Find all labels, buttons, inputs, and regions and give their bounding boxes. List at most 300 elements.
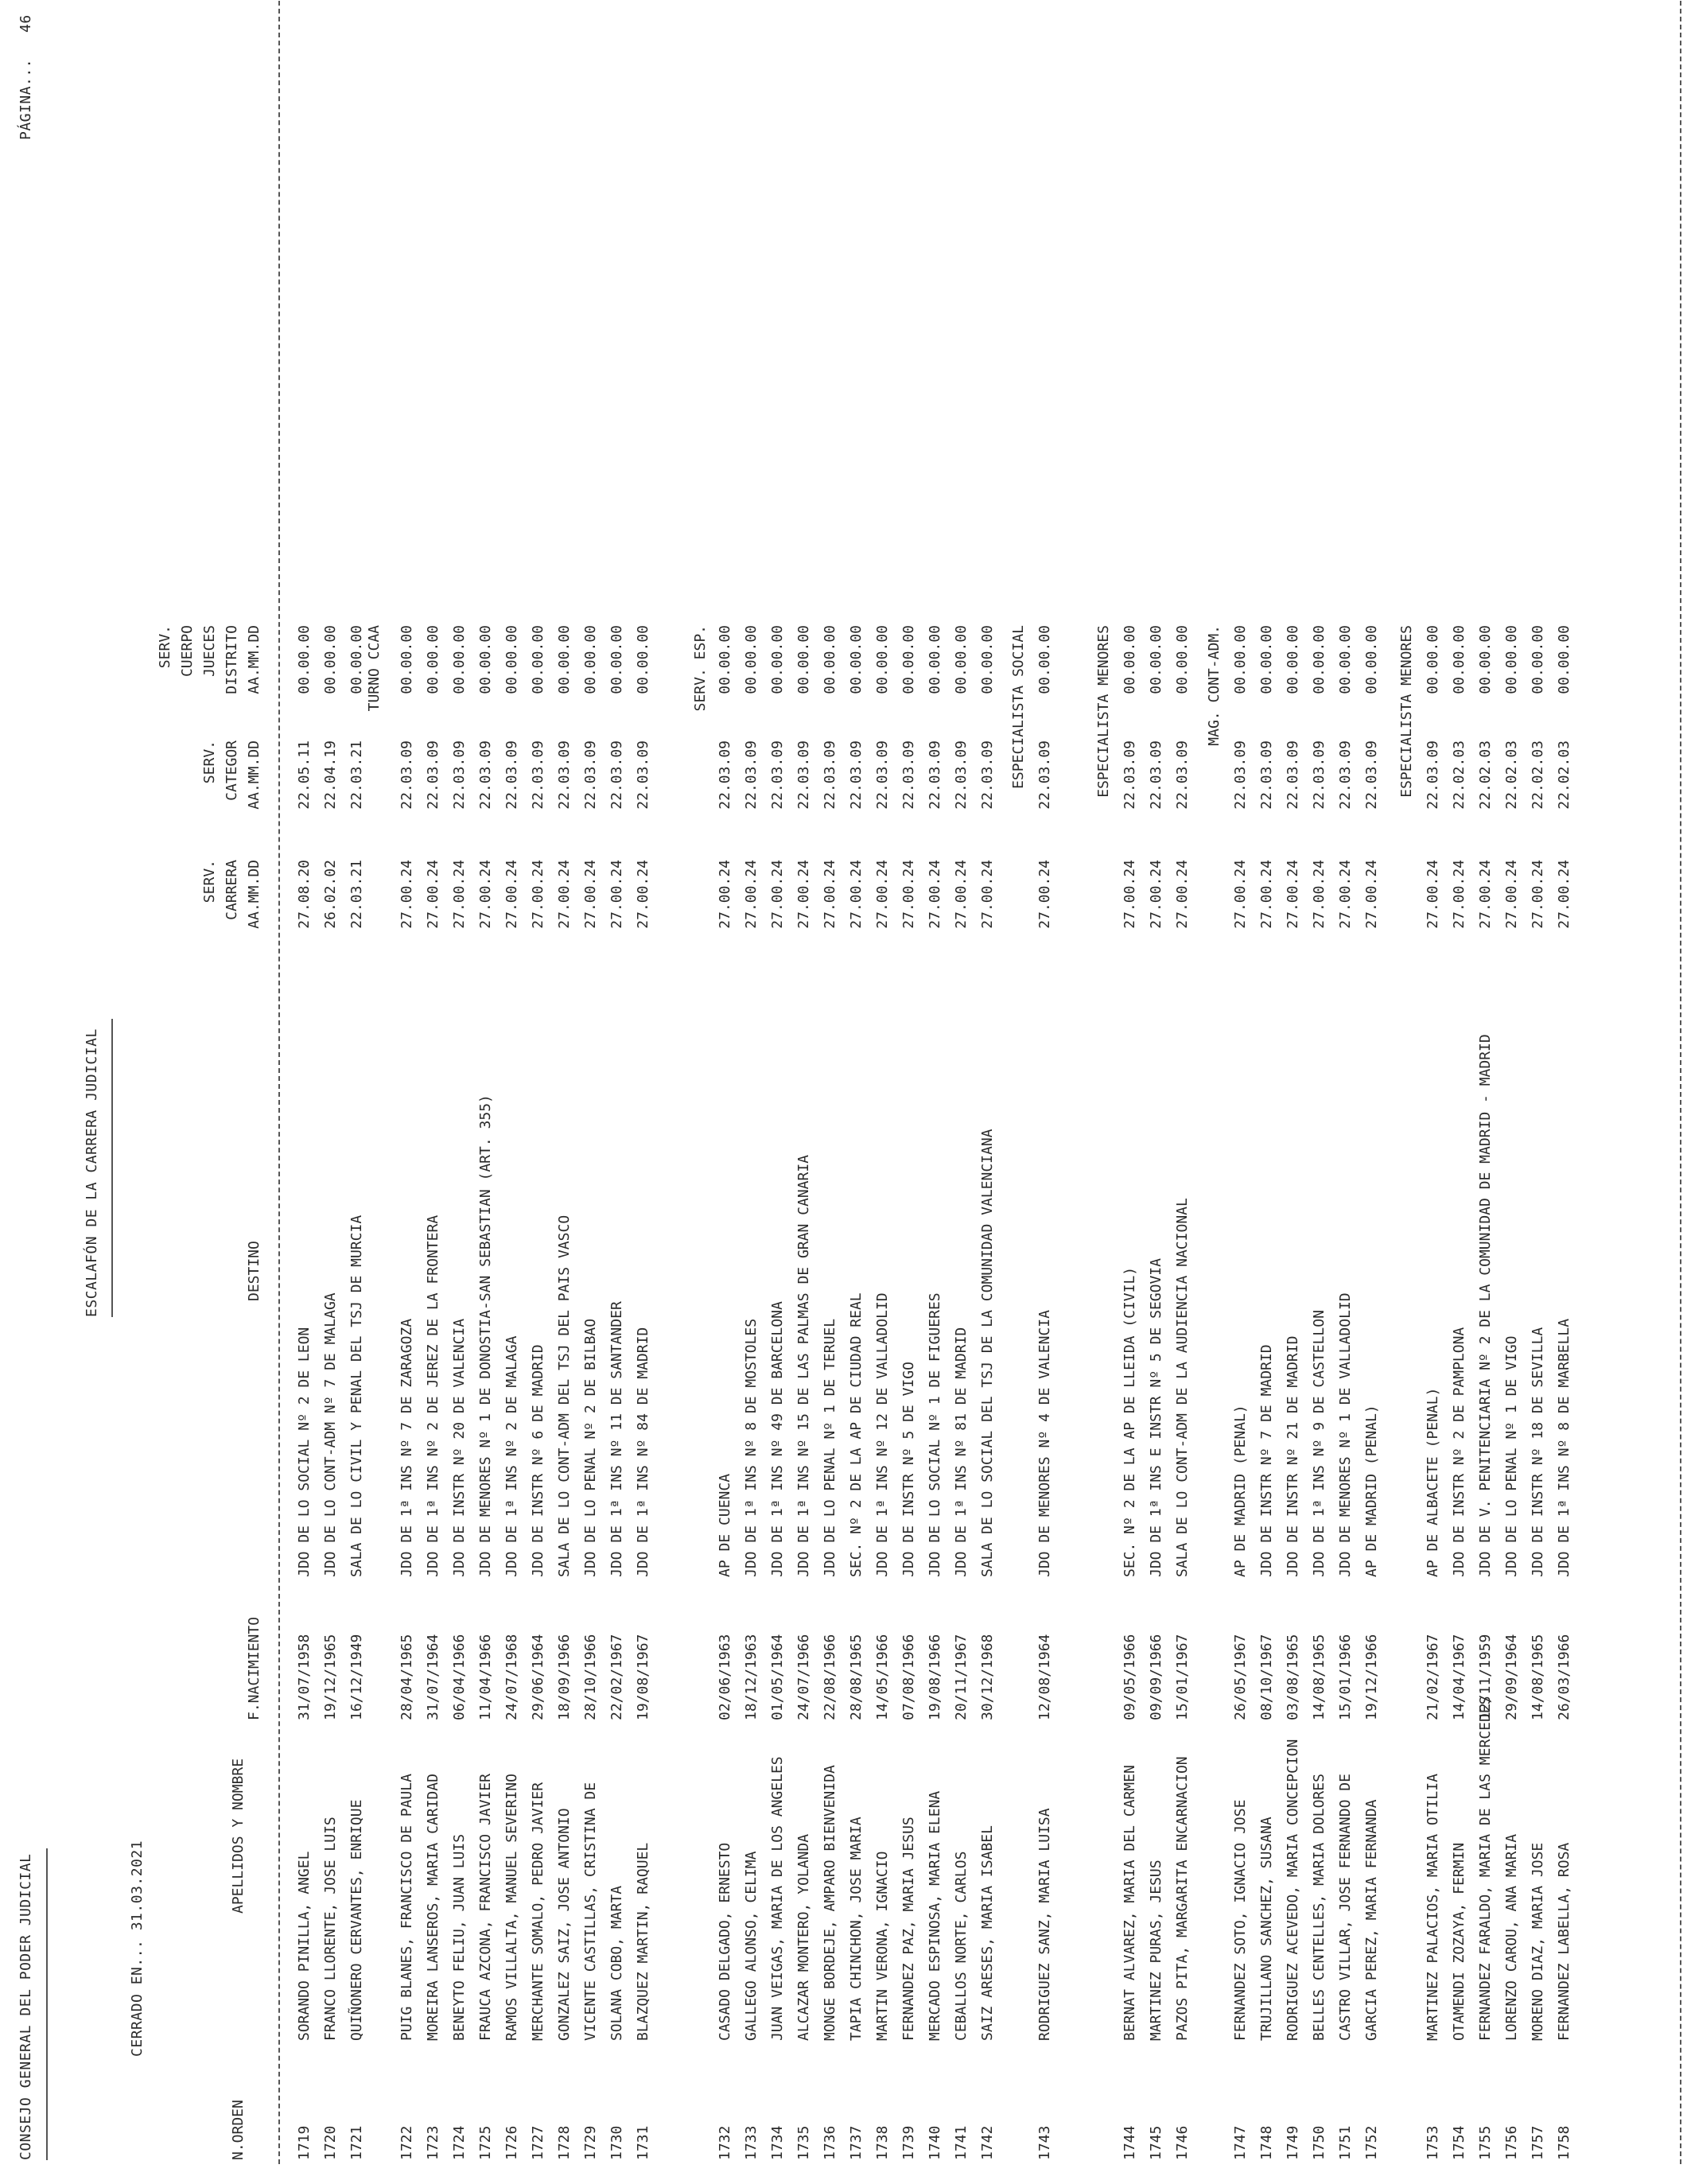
nacimiento-cell: 03/08/1965 <box>1285 1634 1301 1720</box>
carrera-cell: 27.00.24 <box>743 860 760 929</box>
categoria-cell: 22.03.09 <box>1258 740 1275 810</box>
nombre-cell: LORENZO CAROU, ANA MARIA <box>1503 1833 1520 2041</box>
orden-cell: 1754 <box>1451 2125 1467 2160</box>
categoria-cell: 22.03.09 <box>1425 740 1441 810</box>
carrera-cell: 26.02.02 <box>322 860 339 929</box>
nacimiento-cell: 18/09/1966 <box>556 1634 573 1720</box>
nombre-cell: QUIÑONERO CERVANTES, ENRIQUE <box>348 1799 365 2041</box>
distrito-cell: 00.00.00 <box>556 625 573 694</box>
destino-cell: JDO DE 1ª INS Nº 49 DE BARCELONA <box>769 1301 786 1577</box>
orden-cell: 1733 <box>743 2125 760 2160</box>
destino-cell: JDO DE LO PENAL Nº 2 DE BILBAO <box>582 1318 599 1577</box>
distrito-cell: 00.00.00 <box>795 625 812 694</box>
carrera-cell: 27.00.24 <box>556 860 573 929</box>
distrito-cell: 00.00.00 <box>530 625 546 694</box>
distrito-cell: 00.00.00 <box>717 625 733 694</box>
carrera-cell: 27.00.24 <box>979 860 996 929</box>
table-row <box>764 0 791 2184</box>
nombre-cell: BENEYTO FELIU, JUAN LUIS <box>451 1833 468 2041</box>
table-row <box>817 0 843 2184</box>
destino-cell: JDO DE INSTR Nº 21 DE MADRID <box>1285 1335 1301 1577</box>
col-header-distrito-3: JUECES <box>201 625 218 678</box>
orden-cell: 1719 <box>296 2125 313 2160</box>
destino-cell: SALA DE LO CONT-ADM DEL TSJ DEL PAIS VASCO <box>556 1214 573 1577</box>
categoria-cell: 22.03.09 <box>477 740 494 810</box>
nombre-cell: MARTINEZ PALACIOS, MARIA OTILIA <box>1425 1774 1441 2041</box>
categoria-cell: 22.03.09 <box>451 740 468 810</box>
note-turno-ccaa: TURNO CCAA <box>366 625 383 712</box>
distrito-cell: 00.00.00 <box>398 625 415 694</box>
table-row <box>630 0 656 2184</box>
table-row <box>1332 0 1359 2184</box>
orden-cell: 1721 <box>348 2125 365 2160</box>
nombre-cell: GARCIA PEREZ, MARIA FERNANDA <box>1363 1799 1380 2041</box>
col-header-carrera-3: AA.MM.DD <box>246 860 262 929</box>
table-row <box>922 0 948 2184</box>
table-row <box>1254 0 1280 2184</box>
orden-cell: 1724 <box>451 2125 468 2160</box>
categoria-cell: 22.03.09 <box>425 740 441 810</box>
nacimiento-cell: 24/07/1968 <box>503 1634 520 1720</box>
nacimiento-cell: 19/12/1966 <box>1363 1634 1380 1720</box>
destino-cell: AP DE ALBACETE (PENAL) <box>1425 1387 1441 1577</box>
nacimiento-cell: 19/12/1965 <box>322 1634 339 1720</box>
orden-cell: 1744 <box>1122 2125 1138 2160</box>
nacimiento-cell: 12/11/1959 <box>1477 1634 1494 1720</box>
carrera-cell: 27.00.24 <box>477 860 494 929</box>
orden-cell: 1746 <box>1174 2125 1191 2160</box>
table-row <box>604 0 630 2184</box>
table-row <box>394 0 420 2184</box>
col-header-carrera-2: CARRERA <box>224 860 240 920</box>
table-row <box>446 0 472 2184</box>
distrito-cell: 00.00.00 <box>582 625 599 694</box>
nacimiento-cell: 06/04/1966 <box>451 1634 468 1720</box>
destino-cell: JDO DE MENORES Nº 1 DE DONOSTIA-SAN SEBASTIAN (ART. 355) <box>477 1094 494 1577</box>
carrera-cell: 27.00.24 <box>1425 860 1441 929</box>
nombre-cell: MOREIRA LANSEROS, MARIA CARIDAD <box>425 1774 441 2041</box>
distrito-cell: 00.00.00 <box>1477 625 1494 694</box>
orden-cell: 1756 <box>1503 2125 1520 2160</box>
carrera-cell: 27.00.24 <box>1363 860 1380 929</box>
nacimiento-cell: 15/01/1966 <box>1337 1634 1354 1720</box>
nacimiento-cell: 31/07/1964 <box>425 1634 441 1720</box>
nacimiento-cell: 26/05/1967 <box>1232 1634 1249 1720</box>
categoria-cell: 22.03.09 <box>1311 740 1328 810</box>
destino-cell: JDO DE LO CONT-ADM Nº 7 DE MALAGA <box>322 1292 339 1577</box>
orden-cell: 1730 <box>608 2125 625 2160</box>
carrera-cell: 27.00.24 <box>1148 860 1164 929</box>
distrito-cell: 00.00.00 <box>1258 625 1275 694</box>
table-row <box>1359 0 1385 2184</box>
orden-cell: 1749 <box>1285 2125 1301 2160</box>
categoria-cell: 22.02.03 <box>1451 740 1467 810</box>
carrera-cell: 27.00.24 <box>425 860 441 929</box>
categoria-cell: 22.03.09 <box>1174 740 1191 810</box>
orden-cell: 1738 <box>874 2125 891 2160</box>
distrito-cell: 00.00.00 <box>1425 625 1441 694</box>
distrito-cell: 00.00.00 <box>927 625 943 694</box>
distrito-cell: 00.00.00 <box>348 625 365 694</box>
categoria-cell: 22.03.09 <box>1036 740 1053 810</box>
table-row <box>948 0 974 2184</box>
distrito-cell: 00.00.00 <box>1148 625 1164 694</box>
categoria-cell: 22.03.21 <box>348 740 365 810</box>
table-row <box>344 0 370 2184</box>
org-underline <box>46 1848 48 2160</box>
table-row <box>1551 0 1577 2184</box>
nombre-cell: GALLEGO ALONSO, CELIMA <box>743 1851 760 2041</box>
categoria-cell: 22.03.09 <box>795 740 812 810</box>
carrera-cell: 27.00.24 <box>1036 860 1053 929</box>
nombre-cell: BERNAT ALVAREZ, MARIA DEL CARMEN <box>1122 1765 1138 2041</box>
note-especialista-menores-2: ESPECIALISTA MENORES <box>1398 625 1415 798</box>
col-header-distrito-5: AA.MM.DD <box>246 625 262 694</box>
nombre-cell: TAPIA CHINCHON, JOSE MARIA <box>848 1817 865 2041</box>
carrera-cell: 27.00.24 <box>1556 860 1572 929</box>
nombre-cell: PUIG BLANES, FRANCISCO DE PAULA <box>398 1774 415 2041</box>
nacimiento-cell: 19/08/1967 <box>635 1634 651 1720</box>
table-row <box>1143 0 1169 2184</box>
carrera-cell: 27.00.24 <box>1337 860 1354 929</box>
carrera-cell: 27.00.24 <box>608 860 625 929</box>
nacimiento-cell: 14/08/1965 <box>1530 1634 1546 1720</box>
categoria-cell: 22.03.09 <box>900 740 917 810</box>
categoria-cell: 22.03.09 <box>635 740 651 810</box>
nombre-cell: RODRIGUEZ ACEVEDO, MARIA CONCEPCION <box>1285 1739 1301 2041</box>
carrera-cell: 27.00.24 <box>1285 860 1301 929</box>
categoria-cell: 22.03.09 <box>398 740 415 810</box>
nacimiento-cell: 31/07/1958 <box>296 1634 313 1720</box>
nacimiento-cell: 09/09/1966 <box>1148 1634 1164 1720</box>
carrera-cell: 27.00.24 <box>1174 860 1191 929</box>
table-row <box>712 0 738 2184</box>
categoria-cell: 22.02.03 <box>1477 740 1494 810</box>
destino-cell: JDO DE LO SOCIAL Nº 1 DE FIGUERES <box>927 1292 943 1577</box>
table-row <box>738 0 764 2184</box>
destino-cell: JDO DE 1ª INS Nº 12 DE VALLADOLID <box>874 1292 891 1577</box>
nombre-cell: RAMOS VILLALTA, MANUEL SEVERINO <box>503 1774 520 2041</box>
carrera-cell: 27.00.24 <box>927 860 943 929</box>
nacimiento-cell: 07/08/1966 <box>900 1634 917 1720</box>
page-label: PÁGINA... <box>17 58 34 140</box>
categoria-cell: 22.03.09 <box>1148 740 1164 810</box>
carrera-cell: 27.00.24 <box>1258 860 1275 929</box>
nacimiento-cell: 09/05/1966 <box>1122 1634 1138 1720</box>
categoria-cell: 22.03.09 <box>1232 740 1249 810</box>
nombre-cell: SOLANA COBO, MARTA <box>608 1885 625 2041</box>
nombre-cell: BELLES CENTELLES, MARIA DOLORES <box>1311 1774 1328 2041</box>
destino-cell: JDO DE 1ª INS Nº 8 DE MARBELLA <box>1556 1318 1572 1577</box>
org-name: CONSEJO GENERAL DEL PODER JUDICIAL <box>17 1853 34 2160</box>
categoria-cell: 22.03.09 <box>1285 740 1301 810</box>
categoria-cell: 22.03.09 <box>743 740 760 810</box>
nombre-cell: GONZALEZ SAIZ, JOSE ANTONIO <box>556 1808 573 2041</box>
document-title: ESCALAFÓN DE LA CARRERA JUDICIAL <box>84 1028 100 1317</box>
orden-cell: 1732 <box>717 2125 733 2160</box>
nacimiento-cell: 22/08/1966 <box>822 1634 838 1720</box>
categoria-cell: 22.03.09 <box>848 740 865 810</box>
nombre-cell: TRUJILLANO SANCHEZ, SUSANA <box>1258 1817 1275 2041</box>
table-row <box>1032 0 1058 2184</box>
orden-cell: 1735 <box>795 2125 812 2160</box>
nombre-cell: FERNANDEZ FARALDO, MARIA DE LAS MERCEDES <box>1477 1696 1494 2041</box>
carrera-cell: 27.00.24 <box>717 860 733 929</box>
nacimiento-cell: 14/08/1965 <box>1311 1634 1328 1720</box>
nombre-cell: BLAZQUEZ MARTIN, RAQUEL <box>635 1842 651 2041</box>
categoria-cell: 22.04.19 <box>322 740 339 810</box>
col-header-orden: N.ORDEN <box>230 2100 247 2160</box>
distrito-cell: 00.00.00 <box>296 625 313 694</box>
destino-cell: JDO DE MENORES Nº 1 DE VALLADOLID <box>1337 1292 1354 1577</box>
carrera-cell: 27.00.24 <box>398 860 415 929</box>
orden-cell: 1727 <box>530 2125 546 2160</box>
carrera-cell: 27.00.24 <box>635 860 651 929</box>
carrera-cell: 27.00.24 <box>1530 860 1546 929</box>
categoria-cell: 22.03.09 <box>927 740 943 810</box>
distrito-cell: 00.00.00 <box>1337 625 1354 694</box>
distrito-cell: 00.00.00 <box>1451 625 1467 694</box>
orden-cell: 1726 <box>503 2125 520 2160</box>
destino-cell: JDO DE LO SOCIAL Nº 2 DE LEON <box>296 1327 313 1577</box>
categoria-cell: 22.03.09 <box>1337 740 1354 810</box>
note-mag-cont-adm: MAG. CONT-ADM. <box>1206 625 1223 746</box>
nacimiento-cell: 16/12/1949 <box>348 1634 365 1720</box>
distrito-cell: 00.00.00 <box>322 625 339 694</box>
orden-cell: 1758 <box>1556 2125 1572 2160</box>
table-row <box>525 0 551 2184</box>
table-row <box>869 0 896 2184</box>
distrito-cell: 00.00.00 <box>1556 625 1572 694</box>
carrera-cell: 22.03.21 <box>348 860 365 929</box>
destino-cell: JDO DE 1ª INS Nº 81 DE MADRID <box>953 1327 970 1577</box>
nacimiento-cell: 02/06/1963 <box>717 1634 733 1720</box>
nombre-cell: FERNANDEZ PAZ, MARIA JESUS <box>900 1817 917 2041</box>
nombre-cell: CASTRO VILLAR, JOSE FERNANDO DE <box>1337 1774 1354 2041</box>
destino-cell: AP DE MADRID (PENAL) <box>1363 1405 1380 1577</box>
categoria-cell: 22.03.09 <box>1122 740 1138 810</box>
nacimiento-cell: 19/08/1966 <box>927 1634 943 1720</box>
distrito-cell: 00.00.00 <box>979 625 996 694</box>
table-row <box>1499 0 1525 2184</box>
distrito-cell: 00.00.00 <box>503 625 520 694</box>
categoria-cell: 22.03.09 <box>530 740 546 810</box>
orden-cell: 1753 <box>1425 2125 1441 2160</box>
destino-cell: JDO DE 1ª INS E INSTR Nº 5 DE SEGOVIA <box>1148 1258 1164 1577</box>
distrito-cell: 00.00.00 <box>822 625 838 694</box>
nacimiento-cell: 14/04/1967 <box>1451 1634 1467 1720</box>
orden-cell: 1743 <box>1036 2125 1053 2160</box>
orden-cell: 1757 <box>1530 2125 1546 2160</box>
categoria-cell: 22.05.11 <box>296 740 313 810</box>
orden-cell: 1750 <box>1311 2125 1328 2160</box>
categoria-cell: 22.03.09 <box>582 740 599 810</box>
col-header-categoria-2: CATEGOR <box>224 740 240 801</box>
distrito-cell: 00.00.00 <box>1503 625 1520 694</box>
orden-cell: 1720 <box>322 2125 339 2160</box>
header-separator <box>278 1 280 2164</box>
nombre-cell: ALCAZAR MONTERO, YOLANDA <box>795 1833 812 2041</box>
carrera-cell: 27.00.24 <box>1503 860 1520 929</box>
categoria-cell: 22.03.09 <box>769 740 786 810</box>
distrito-cell: 00.00.00 <box>1311 625 1328 694</box>
nombre-cell: FERNANDEZ LABELLA, ROSA <box>1556 1842 1572 2041</box>
orden-cell: 1745 <box>1148 2125 1164 2160</box>
table-row <box>974 0 1001 2184</box>
destino-cell: JDO DE INSTR Nº 7 DE MADRID <box>1258 1344 1275 1577</box>
carrera-cell: 27.00.24 <box>874 860 891 929</box>
nombre-cell: CEBALLOS NORTE, CARLOS <box>953 1851 970 2041</box>
destino-cell: JDO DE 1ª INS Nº 15 DE LAS PALMAS DE GRAN CANARIA <box>795 1154 812 1577</box>
nacimiento-cell: 01/05/1964 <box>769 1634 786 1720</box>
orden-cell: 1742 <box>979 2125 996 2160</box>
carrera-cell: 27.00.24 <box>769 860 786 929</box>
carrera-cell: 27.00.24 <box>900 860 917 929</box>
orden-cell: 1723 <box>425 2125 441 2160</box>
destino-cell: JDO DE INSTR Nº 2 DE PAMPLONA <box>1451 1327 1467 1577</box>
destino-cell: JDO DE V. PENITENCIARIA Nº 2 DE LA COMUNIDAD DE MADRID - MADRID <box>1477 1034 1494 1577</box>
distrito-cell: 00.00.00 <box>451 625 468 694</box>
note-serv-esp: SERV. ESP. <box>692 625 709 712</box>
destino-cell: SALA DE LO CIVIL Y PENAL DEL TSJ DE MURCIA <box>348 1214 365 1577</box>
carrera-cell: 27.00.24 <box>822 860 838 929</box>
nombre-cell: CASADO DELGADO, ERNESTO <box>717 1842 733 2041</box>
destino-cell: JDO DE 1ª INS Nº 84 DE MADRID <box>635 1327 651 1577</box>
orden-cell: 1725 <box>477 2125 494 2160</box>
destino-cell: JDO DE 1ª INS Nº 2 DE JEREZ DE LA FRONTERA <box>425 1214 441 1577</box>
nombre-cell: FRAUCA AZCONA, FRANCISCO JAVIER <box>477 1774 494 2041</box>
nacimiento-cell: 14/05/1966 <box>874 1634 891 1720</box>
orden-cell: 1728 <box>556 2125 573 2160</box>
distrito-cell: 00.00.00 <box>743 625 760 694</box>
nacimiento-cell: 08/10/1967 <box>1258 1634 1275 1720</box>
orden-cell: 1736 <box>822 2125 838 2160</box>
categoria-cell: 22.03.09 <box>874 740 891 810</box>
nombre-cell: RODRIGUEZ SANZ, MARIA LUISA <box>1036 1808 1053 2041</box>
nacimiento-cell: 26/03/1966 <box>1556 1634 1572 1720</box>
table-row <box>420 0 446 2184</box>
nombre-cell: MORENO DIAZ, MARIA JOSE <box>1530 1842 1546 2041</box>
categoria-cell: 22.03.09 <box>953 740 970 810</box>
table-row <box>1280 0 1306 2184</box>
nacimiento-cell: 28/10/1966 <box>582 1634 599 1720</box>
orden-cell: 1729 <box>582 2125 599 2160</box>
categoria-cell: 22.03.09 <box>717 740 733 810</box>
orden-cell: 1752 <box>1363 2125 1380 2160</box>
col-header-distrito-2: CUERPO <box>179 625 196 678</box>
carrera-cell: 27.00.24 <box>530 860 546 929</box>
carrera-cell: 27.00.24 <box>451 860 468 929</box>
nacimiento-cell: 12/08/1964 <box>1036 1634 1053 1720</box>
destino-cell: JDO DE INSTR Nº 6 DE MADRID <box>530 1344 546 1577</box>
distrito-cell: 00.00.00 <box>848 625 865 694</box>
categoria-cell: 22.02.03 <box>1503 740 1520 810</box>
table-row <box>1472 0 1499 2184</box>
table-row <box>472 0 499 2184</box>
nombre-cell: SAIZ ARESES, MARIA ISABEL <box>979 1825 996 2041</box>
nombre-cell: FRANCO LLORENTE, JOSE LUIS <box>322 1817 339 2041</box>
col-header-destino: DESTINO <box>246 1241 262 1301</box>
distrito-cell: 00.00.00 <box>1285 625 1301 694</box>
table-row <box>1227 0 1254 2184</box>
nombre-cell: FERNANDEZ SOTO, IGNACIO JOSE <box>1232 1799 1249 2041</box>
table-row <box>317 0 344 2184</box>
note-especialista-social: ESPECIALISTA SOCIAL <box>1010 625 1027 789</box>
destino-cell: SALA DE LO SOCIAL DEL TSJ DE LA COMUNIDAD VALENCIANA <box>979 1129 996 1577</box>
nombre-cell: PAZOS PITA, MARGARITA ENCARNACION <box>1174 1756 1191 2041</box>
table-row <box>896 0 922 2184</box>
nacimiento-cell: 30/12/1968 <box>979 1634 996 1720</box>
nacimiento-cell: 21/02/1967 <box>1425 1634 1441 1720</box>
col-header-carrera-1: SERV. <box>201 860 218 904</box>
nombre-cell: MARTIN VERONA, IGNACIO <box>874 1851 891 2041</box>
destino-cell: AP DE MADRID (PENAL) <box>1232 1405 1249 1577</box>
distrito-cell: 00.00.00 <box>1530 625 1546 694</box>
nacimiento-cell: 28/04/1965 <box>398 1634 415 1720</box>
distrito-cell: 00.00.00 <box>1174 625 1191 694</box>
nacimiento-cell: 15/01/1967 <box>1174 1634 1191 1720</box>
destino-cell: JDO DE MENORES Nº 4 DE VALENCIA <box>1036 1310 1053 1577</box>
nombre-cell: VICENTE CASTILLAS, CRISTINA DE <box>582 1782 599 2041</box>
destino-cell: JDO DE INSTR Nº 20 DE VALENCIA <box>451 1318 468 1577</box>
carrera-cell: 27.00.24 <box>503 860 520 929</box>
table-row <box>291 0 317 2184</box>
destino-cell: SEC. Nº 2 DE LA AP DE CIUDAD REAL <box>848 1292 865 1577</box>
nombre-cell: MERCADO ESPINOSA, MARIA ELENA <box>927 1790 943 2041</box>
destino-cell: SEC. Nº 2 DE LA AP DE LLEIDA (CIVIL) <box>1122 1266 1138 1577</box>
categoria-cell: 22.02.03 <box>1556 740 1572 810</box>
nacimiento-cell: 29/09/1964 <box>1503 1634 1520 1720</box>
nombre-cell: SORANDO PINILLA, ANGEL <box>296 1851 313 2041</box>
table-row <box>499 0 525 2184</box>
distrito-cell: 00.00.00 <box>769 625 786 694</box>
nacimiento-cell: 28/08/1965 <box>848 1634 865 1720</box>
nacimiento-cell: 20/11/1967 <box>953 1634 970 1720</box>
categoria-cell: 22.03.09 <box>608 740 625 810</box>
orden-cell: 1751 <box>1337 2125 1354 2160</box>
nacimiento-cell: 18/12/1963 <box>743 1634 760 1720</box>
note-especialista-menores: ESPECIALISTA MENORES <box>1095 625 1112 798</box>
orden-cell: 1747 <box>1232 2125 1249 2160</box>
orden-cell: 1722 <box>398 2125 415 2160</box>
table-row <box>577 0 604 2184</box>
nombre-cell: MARTINEZ PURAS, JESUS <box>1148 1860 1164 2041</box>
col-header-nacimiento: F.NACIMIENTO <box>246 1616 262 1720</box>
nacimiento-cell: 11/04/1966 <box>477 1634 494 1720</box>
destino-cell: JDO DE 1ª INS Nº 9 DE CASTELLON <box>1311 1310 1328 1577</box>
nacimiento-cell: 29/06/1964 <box>530 1634 546 1720</box>
table-row <box>551 0 577 2184</box>
distrito-cell: 00.00.00 <box>953 625 970 694</box>
table-row <box>1169 0 1195 2184</box>
categoria-cell: 22.03.09 <box>556 740 573 810</box>
table-row <box>1117 0 1143 2184</box>
table-row <box>843 0 869 2184</box>
orden-cell: 1741 <box>953 2125 970 2160</box>
distrito-cell: 00.00.00 <box>425 625 441 694</box>
distrito-cell: 00.00.00 <box>477 625 494 694</box>
footer-separator <box>1680 1 1681 2164</box>
distrito-cell: 00.00.00 <box>1363 625 1380 694</box>
table-row <box>1446 0 1472 2184</box>
table-row <box>1420 0 1446 2184</box>
categoria-cell: 22.03.09 <box>979 740 996 810</box>
destino-cell: JDO DE 1ª INS Nº 2 DE MALAGA <box>503 1335 520 1577</box>
destino-cell: AP DE CUENCA <box>717 1473 733 1577</box>
col-header-distrito-1: SERV. <box>157 625 173 669</box>
carrera-cell: 27.00.24 <box>582 860 599 929</box>
table-row <box>1306 0 1332 2184</box>
